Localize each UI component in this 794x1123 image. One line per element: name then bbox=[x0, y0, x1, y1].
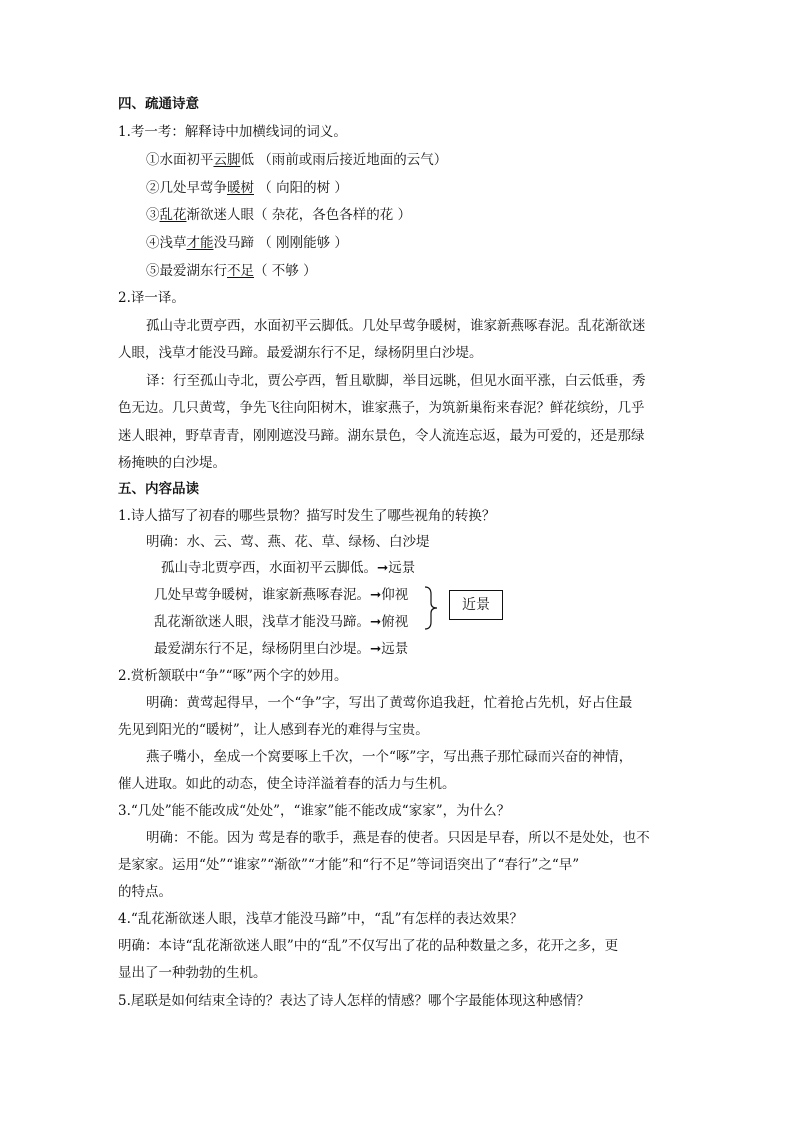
answer-line: 催人进取。如此的动态，使全诗洋溢着春的活力与生机。 bbox=[118, 776, 456, 792]
answer-line: 明确：不能。因为 莺是春的歌手，燕是春的使者。只因是早春，所以不是处处，也不 bbox=[146, 830, 650, 846]
vocab-item-3: ③乱花渐欲迷人眼（ 杂花，各色各样的花 ） bbox=[146, 207, 412, 223]
section-heading-5: 五、内容品读 bbox=[118, 481, 199, 497]
answer-line: 明确：本诗“乱花渐欲迷人眼”中的“乱”不仅写出了花的品种数量之多，花开之多，更 bbox=[118, 938, 619, 954]
question-2: 2.赏析颔联中“争”“啄”两个字的妙用。 bbox=[118, 668, 348, 684]
answer-line: 是家家。运用“处”“谁家”“渐欲”“才能”和“行不足”等词语突出了“春行”之“早” bbox=[118, 857, 580, 873]
view-line: 乱花渐欲迷人眼，浅草才能没马蹄。➞俯视 bbox=[154, 614, 409, 630]
vocab-item-4: ④浅草才能没马蹄 （ 刚刚能够 ） bbox=[146, 235, 348, 251]
answer-1: 明确：水、云、莺、燕、花、草、绿杨、白沙堤 bbox=[146, 534, 430, 550]
translation-line: 迷人眼神，野草青青，刚刚遮没马蹄。湖东景色，令人流连忘返，最为可爱的，还是那绿 bbox=[118, 428, 645, 444]
answer-line: 燕子嘴小，垒成一个窝要啄上千次，一个“啄”字，写出燕子那忙碌而兴奋的神情， bbox=[146, 749, 633, 765]
question-2: 2.译一译。 bbox=[118, 290, 185, 306]
translation-line: 杨掩映的白沙堤。 bbox=[118, 455, 226, 471]
answer-line: 明确：黄莺起得早，一个“争”字，写出了黄莺你追我赶，忙着抢占先机，好占住最 bbox=[146, 695, 633, 711]
view-line: 几处早莺争暖树，谁家新燕啄春泥。➞仰视 bbox=[154, 587, 409, 603]
answer-line: 先见到阳光的“暖树”，让人感到春光的难得与宝贵。 bbox=[118, 722, 429, 738]
near-view-box: 近景 bbox=[449, 590, 503, 620]
vocab-item-2: ②几处早莺争暖树 （ 向阳的树 ） bbox=[146, 180, 348, 196]
translation-line: 译：行至孤山寺北，贾公亭西，暂且歇脚，举目远眺，但见水面平涨，白云低垂，秀 bbox=[146, 373, 646, 389]
right-brace-icon bbox=[424, 586, 438, 630]
question-1: 1.诗人描写了初春的哪些景物？描写时发生了哪些视角的转换？ bbox=[118, 508, 496, 524]
translation-line: 色无边。几只黄莺，争先飞往向阳树木，谁家燕子，为筑新巢衔来春泥？鲜花缤纷，几乎 bbox=[118, 400, 645, 416]
section-heading-4: 四、疏通诗意 bbox=[118, 96, 199, 112]
question-1: 1.考一考：解释诗中加横线词的词义。 bbox=[118, 124, 347, 140]
question-4: 4.“乱花渐欲迷人眼，浅草才能没马蹄”中，“乱”有怎样的表达效果？ bbox=[118, 911, 523, 927]
question-5: 5.尾联是如何结束全诗的？表达了诗人怎样的情感？哪个字最能体现这种感情？ bbox=[118, 993, 590, 1009]
view-line: 孤山寺北贾亭西，水面初平云脚低。➞远景 bbox=[161, 560, 416, 576]
answer-line: 显出了一种勃勃的生机。 bbox=[118, 965, 267, 981]
question-3: 3.“几处”能不能改成“处处”，“谁家”能不能改成“家家”，为什么？ bbox=[118, 803, 511, 819]
vocab-item-5: ⑤最爱湖东行不足（ 不够 ） bbox=[146, 263, 317, 279]
poem-line: 孤山寺北贾亭西，水面初平云脚低。几处早莺争暖树，谁家新燕啄春泥。乱花渐欲迷 bbox=[146, 318, 646, 334]
view-line: 最爱湖东行不足，绿杨阴里白沙堤。➞远景 bbox=[154, 641, 409, 657]
poem-line: 人眼，浅草才能没马蹄。最爱湖东行不足，绿杨阴里白沙堤。 bbox=[118, 345, 483, 361]
vocab-item-1: ①水面初平云脚低 （雨前或雨后接近地面的云气） bbox=[146, 152, 448, 168]
answer-line: 的特点。 bbox=[118, 884, 172, 900]
